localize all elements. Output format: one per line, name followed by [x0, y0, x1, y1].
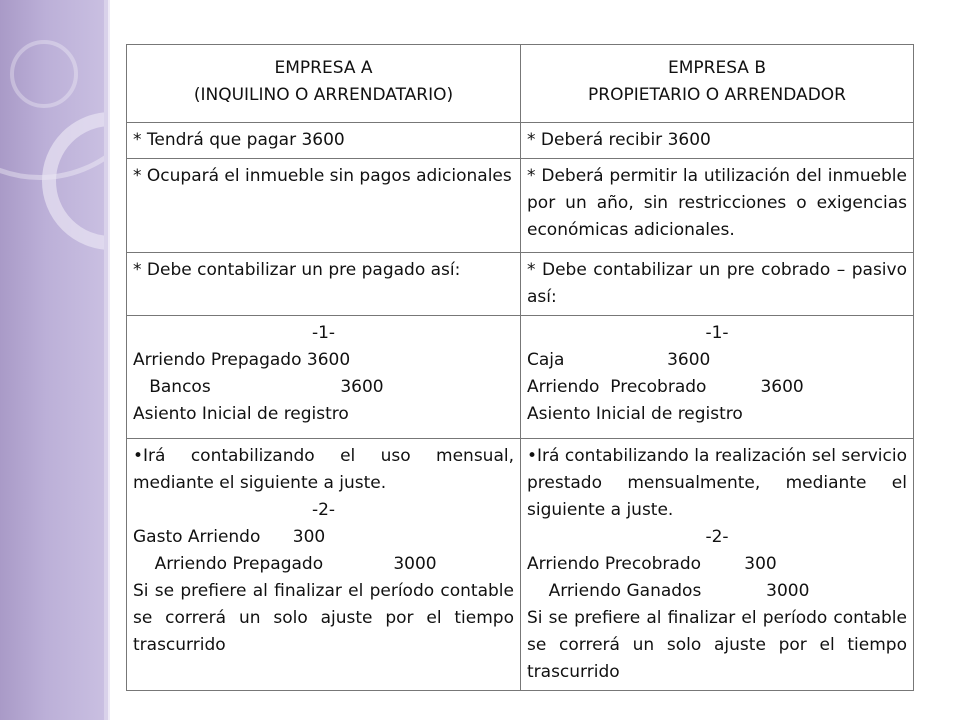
decorative-sidebar — [0, 0, 104, 720]
entry-debit-line: Arriendo Prepagado 3600 — [133, 350, 351, 370]
header-a-subtitle: (INQUILINO O ARRENDATARIO) — [193, 85, 454, 105]
adjustment-intro: •Irá contabilizando el uso mensual, mediante el siguiente a juste. — [133, 446, 514, 493]
cell-b-entry-1 — [521, 316, 914, 439]
header-a-title: EMPRESA A — [274, 58, 373, 78]
cell-a-pay: * Tendrá que pagar 3600 — [127, 123, 521, 159]
cell-a-entry-2 — [127, 439, 521, 691]
entry-debit-line: Arriendo Precobrado 300 — [527, 554, 777, 574]
cell-a-prepaid: * Debe contabilizar un pre pagado así: — [127, 253, 521, 316]
entry-credit-line: Arriendo Ganados 3000 — [527, 581, 810, 601]
table-row — [127, 159, 914, 253]
table-row — [127, 439, 914, 691]
entry-credit-line: Bancos 3600 — [133, 377, 384, 397]
header-b-subtitle: PROPIETARIO O ARRENDADOR — [588, 85, 846, 105]
entry-number: -2- — [311, 500, 336, 520]
entry-debit-line: Caja 3600 — [527, 350, 711, 370]
header-empresa-b — [521, 45, 914, 123]
decorative-ring — [10, 40, 78, 108]
entry-description: Asiento Inicial de registro — [133, 404, 349, 424]
entry-number: -1- — [311, 323, 336, 343]
cell-a-occupy: * Ocupará el inmueble sin pagos adicionales — [127, 159, 521, 253]
cell-b-entry-2 — [521, 439, 914, 691]
cell-b-precollected: * Debe contabilizar un pre cobrado – pasivo así: — [521, 253, 914, 316]
header-b-title: EMPRESA B — [667, 58, 766, 78]
entry-number: -1- — [705, 323, 729, 343]
cell-a-entry-1 — [127, 316, 521, 439]
entry-description: Asiento Inicial de registro — [527, 404, 743, 424]
adjustment-note: Si se prefiere al finalizar el período contable se correrá un solo ajuste por el tiempo trascurrido — [527, 608, 907, 682]
adjustment-note: Si se prefiere al finalizar el período contable se correrá un solo ajuste por el tiempo trascurrido — [133, 581, 514, 655]
cell-b-permit: * Deberá permitir la utilización del inmueble por un año, sin restricciones o exigencias económicas adicionales. — [521, 159, 914, 253]
table-row — [127, 123, 914, 159]
table-row — [127, 253, 914, 316]
table-row-header — [127, 45, 914, 123]
header-empresa-a — [127, 45, 521, 123]
entry-number: -2- — [705, 527, 729, 547]
adjustment-intro: •Irá contabilizando la realización sel servicio prestado mensualmente, mediante el siguiente a juste. — [527, 446, 907, 520]
cell-b-receive: * Deberá recibir 3600 — [521, 123, 914, 159]
entry-debit-line: Gasto Arriendo 300 — [133, 527, 326, 547]
lease-comparison-table — [126, 44, 914, 691]
sidebar-edge — [108, 0, 110, 720]
table-row — [127, 316, 914, 439]
entry-credit-line: Arriendo Precobrado 3600 — [527, 377, 804, 397]
entry-credit-line: Arriendo Prepagado 3000 — [133, 554, 437, 574]
